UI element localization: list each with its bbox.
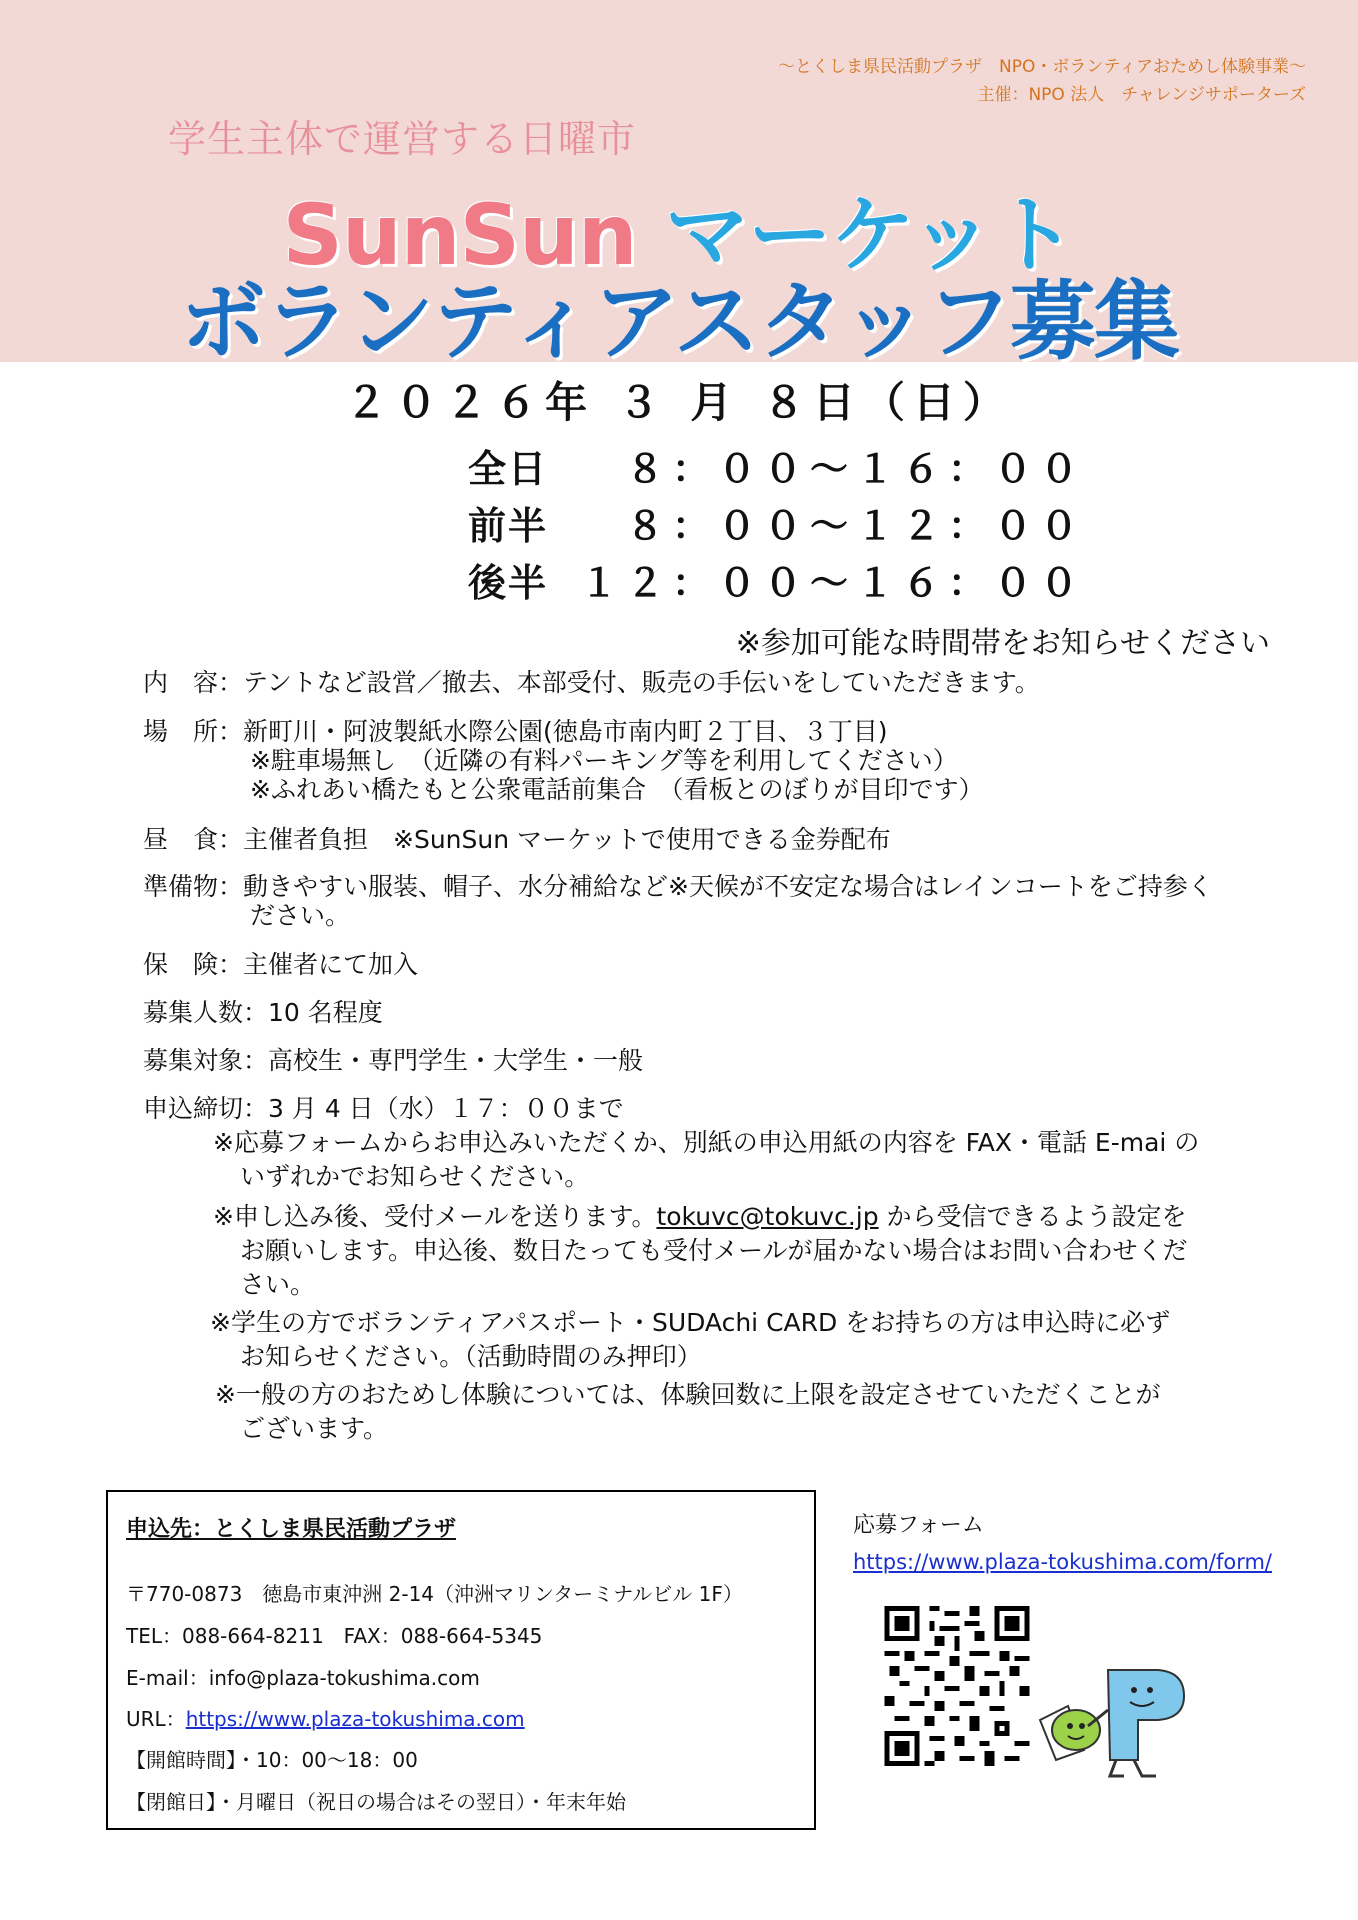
deadline-note-2a xyxy=(213,1202,1187,1232)
deadline-note-4a: ※一般の方のおためし体験については、体験回数に上限を設定させていただくことが xyxy=(215,1380,1161,1409)
time-row-label: 前半 xyxy=(468,504,549,548)
form-label: 応募フォーム xyxy=(853,1513,984,1538)
detail-key: 準備物： xyxy=(143,872,244,901)
deadline-note-3b: お知らせください。（活動時間のみ押印） xyxy=(240,1342,702,1371)
contact-heading: 申込先：とくしま県民活動プラザ xyxy=(126,1517,457,1542)
time-row-value: １２：００～１６：００ xyxy=(580,561,1087,605)
deadline-note-4b: ございます。 xyxy=(240,1414,389,1443)
detail-count xyxy=(143,998,383,1028)
event-date: ２０２６年 ３ 月 ８日（日） xyxy=(345,378,1013,427)
detail-insurance xyxy=(143,950,418,980)
organizer-host-line: 主催：NPO 法人 チャレンジサポーターズ xyxy=(977,85,1306,105)
detail-key: 内 容： xyxy=(143,668,244,697)
detail-deadline xyxy=(143,1094,624,1124)
contact-tel-fax: TEL：088-664-8211 FAX：088-664-5345 xyxy=(126,1624,543,1648)
contact-url-line xyxy=(126,1703,525,1732)
form-url-link[interactable]: https://www.plaza-tokushima.com/form/ xyxy=(853,1550,1273,1574)
deadline-note-3a: ※学生の方でボランティアパスポート・SUDAchi CARD をお持ちの方は申込時に必ず xyxy=(210,1308,1171,1337)
contact-url-link[interactable]: https://www.plaza-tokushima.com xyxy=(185,1707,525,1731)
detail-key: 募集人数： xyxy=(143,998,269,1027)
contact-url-label: URL： xyxy=(126,1707,186,1731)
contact-address: 〒770-0873 徳島市東沖洲 2-14（沖洲マリンターミナルビル 1F） xyxy=(126,1582,743,1606)
time-row-full xyxy=(468,438,1086,493)
organizer-project-line: ～とくしま県民活動プラザ NPO・ボランティアおためし体験事業～ xyxy=(778,57,1306,77)
detail-key: 申込締切： xyxy=(143,1094,269,1123)
detail-prep xyxy=(143,872,1213,902)
mascot-illustration xyxy=(1038,1660,1188,1780)
time-row-value: ８：００～１６：００ xyxy=(580,447,1087,491)
detail-value: テントなど設営／撤去、本部受付、販売の手伝いをしていただきます。 xyxy=(243,668,1040,697)
time-row-first-half xyxy=(468,495,1086,550)
prep-continuation: ださい。 xyxy=(250,901,351,930)
contact-box xyxy=(106,1490,816,1830)
place-note-parking: ※駐車場無し （近隣の有料パーキング等を利用してください） xyxy=(250,746,958,775)
detail-value: 動きやすい服装、帽子、水分補給など※天候が不安定な場合はレインコートをご持参く xyxy=(243,872,1213,901)
detail-key: 昼 食： xyxy=(143,825,244,854)
time-note: ※参加可能な時間帯をお知らせください xyxy=(735,626,1270,661)
detail-lunch xyxy=(143,825,891,855)
deadline-note-1a: ※応募フォームからお申込みいただくか、別紙の申込用紙の内容を FAX・電話 E-mai の xyxy=(213,1128,1200,1157)
detail-value: 主催者負担 ※SunSun マーケットで使用できる金券配布 xyxy=(243,825,891,854)
deadline-note-2c: さい。 xyxy=(240,1270,316,1299)
time-row-label: 後半 xyxy=(468,561,549,605)
detail-value: 10 名程度 xyxy=(268,998,383,1027)
detail-content xyxy=(143,668,1040,698)
note-text: ※申し込み後、受付メールを送ります。 xyxy=(213,1202,657,1231)
detail-value: 高校生・専門学生・大学生・一般 xyxy=(268,1046,644,1075)
qr-code-icon[interactable] xyxy=(884,1606,1030,1766)
tagline: 学生主体で運営する日曜市 xyxy=(168,117,637,161)
title-line-2: ボランティアスタッフ募集 xyxy=(180,272,1178,372)
detail-value: 新町川・阿波製紙水際公園(徳島市南内町２丁目、３丁目) xyxy=(243,717,888,746)
detail-key: 場 所： xyxy=(143,717,244,746)
title-sunsun: SunSun xyxy=(282,186,637,284)
detail-place xyxy=(143,717,888,747)
contact-email: E-mail：info@plaza-tokushima.com xyxy=(126,1666,480,1690)
title-market: マーケット xyxy=(664,186,1076,284)
time-row-label: 全日 xyxy=(468,447,549,491)
detail-value: 3 月 4 日（水）１７：００まで xyxy=(268,1094,624,1123)
contact-closed: 【閉館日】・月曜日（祝日の場合はその翌日）・年末年始 xyxy=(126,1790,626,1814)
time-row-value: ８：００～１２：００ xyxy=(580,504,1087,548)
detail-value: 主催者にて加入 xyxy=(243,950,419,979)
detail-key: 保 険： xyxy=(143,950,244,979)
deadline-note-2b: お願いします。申込後、数日たっても受付メールが届かない場合はお問い合わせくだ xyxy=(240,1236,1188,1265)
note-text: から受信できるよう設定を xyxy=(878,1202,1187,1231)
email-link[interactable]: tokuvc@tokuvc.jp xyxy=(656,1202,879,1231)
deadline-note-1b: いずれかでお知らせください。 xyxy=(240,1162,590,1191)
place-note-meeting: ※ふれあい橋たもと公衆電話前集合 （看板とのぼりが目印です） xyxy=(250,775,984,804)
time-row-second-half xyxy=(468,552,1086,607)
contact-hours: 【開館時間】・10：00～18：00 xyxy=(126,1748,418,1772)
detail-target xyxy=(143,1046,643,1076)
detail-key: 募集対象： xyxy=(143,1046,269,1075)
